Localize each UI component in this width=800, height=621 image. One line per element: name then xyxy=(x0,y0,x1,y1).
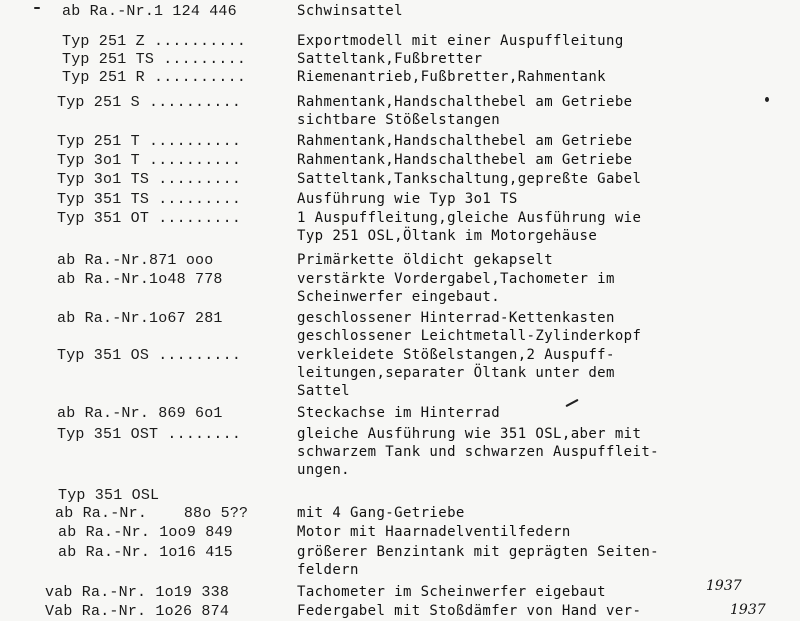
entry-label: ab Ra.-Nr. 869 6o1 xyxy=(57,405,223,422)
entry-label: Typ 251 Z .......... xyxy=(62,33,247,50)
entry-description: Ausführung wie Typ 3o1 TS xyxy=(297,191,518,207)
entry-description: feldern xyxy=(297,562,359,578)
entry-label: Typ 3o1 TS ......... xyxy=(57,171,242,188)
entry-description: Typ 251 OSL,Öltank im Motorgehäuse xyxy=(297,228,598,244)
ink-speck xyxy=(565,399,578,407)
entry-description: leitungen,separater Öltank unter dem xyxy=(297,365,615,381)
entry-description: 1 Auspuffleitung,gleiche Ausführung wie xyxy=(297,210,642,226)
entry-description: mit 4 Gang-Getriebe xyxy=(297,505,465,521)
entry-label: ab Ra.-Nr.1o48 778 xyxy=(57,271,223,288)
entry-description: geschlossener Hinterrad-Kettenkasten xyxy=(297,310,615,326)
ink-speck xyxy=(34,7,40,9)
entry-label: ab Ra.-Nr. 1o16 415 xyxy=(58,544,233,561)
entry-description: Schwinsattel xyxy=(297,3,403,19)
entry-label: ab Ra.-Nr. 1oo9 849 xyxy=(58,524,233,541)
entry-label: Typ 351 OS ......... xyxy=(57,347,242,364)
entry-description: ungen. xyxy=(297,462,350,478)
entry-description: Motor mit Haarnadelventilfedern xyxy=(297,524,571,540)
entry-label: Typ 351 OT ......... xyxy=(57,210,242,227)
entry-description: Scheinwerfer eingebaut. xyxy=(297,289,501,305)
entry-label: Typ 3o1 T .......... xyxy=(57,152,242,169)
entry-description: verkleidete Stößelstangen,2 Auspuff- xyxy=(297,347,615,363)
entry-description: größerer Benzintank mit geprägten Seiten- xyxy=(297,544,659,560)
entry-description: sichtbare Stößelstangen xyxy=(297,112,501,128)
entry-description: Tachometer im Scheinwerfer eigebaut xyxy=(297,584,607,600)
entry-description: Rahmentank,Handschalthebel am Getriebe xyxy=(297,152,633,168)
entry-label: Typ 351 OST ........ xyxy=(57,426,242,443)
entry-label: Vab Ra.-Nr. 1o26 874 xyxy=(45,603,230,620)
entry-description: Rahmentank,Handschalthebel am Getriebe xyxy=(297,133,633,149)
entry-label: Typ 251 S .......... xyxy=(57,94,242,111)
ink-speck xyxy=(765,97,769,102)
entry-label: ab Ra.-Nr.1 124 446 xyxy=(62,3,237,20)
entry-description: geschlossener Leichtmetall-Zylinderkopf xyxy=(297,328,642,344)
entry-label: Typ 251 R .......... xyxy=(62,69,247,86)
entry-label: Typ 351 TS ......... xyxy=(57,191,242,208)
entry-description: schwarzem Tank und schwarzen Auspuffleit- xyxy=(297,444,659,460)
margin-note: 1937 xyxy=(706,578,742,594)
entry-label: Typ 251 T .......... xyxy=(57,133,242,150)
entry-label: ab Ra.-Nr. 88o 5?? xyxy=(55,505,249,522)
entry-label: Typ 251 TS ......... xyxy=(62,51,247,68)
entry-description: verstärkte Vordergabel,Tachometer im xyxy=(297,271,615,287)
entry-description: Riemenantrieb,Fußbretter,Rahmentank xyxy=(297,69,607,85)
entry-description: Sattel xyxy=(297,383,350,399)
entry-description: Satteltank,Tankschaltung,gepreßte Gabel xyxy=(297,171,642,187)
entry-label: ab Ra.-Nr.871 ooo xyxy=(57,252,214,269)
entry-label: vab Ra.-Nr. 1o19 338 xyxy=(45,584,230,601)
entry-description: Rahmentank,Handschalthebel am Getriebe xyxy=(297,94,633,110)
entry-description: Primärkette öldicht gekapselt xyxy=(297,252,554,268)
entry-label: ab Ra.-Nr.1o67 281 xyxy=(57,310,223,327)
margin-note: 1937 xyxy=(730,602,766,618)
entry-description: Federgabel mit Stoßdämfer von Hand ver- xyxy=(297,603,642,619)
entry-description: gleiche Ausführung wie 351 OSL,aber mit xyxy=(297,426,642,442)
entry-description: Steckachse im Hinterrad xyxy=(297,405,501,421)
entry-description: Satteltank,Fußbretter xyxy=(297,51,483,67)
entry-description: Exportmodell mit einer Auspuffleitung xyxy=(297,33,624,49)
entry-label: Typ 351 OSL xyxy=(58,487,160,504)
